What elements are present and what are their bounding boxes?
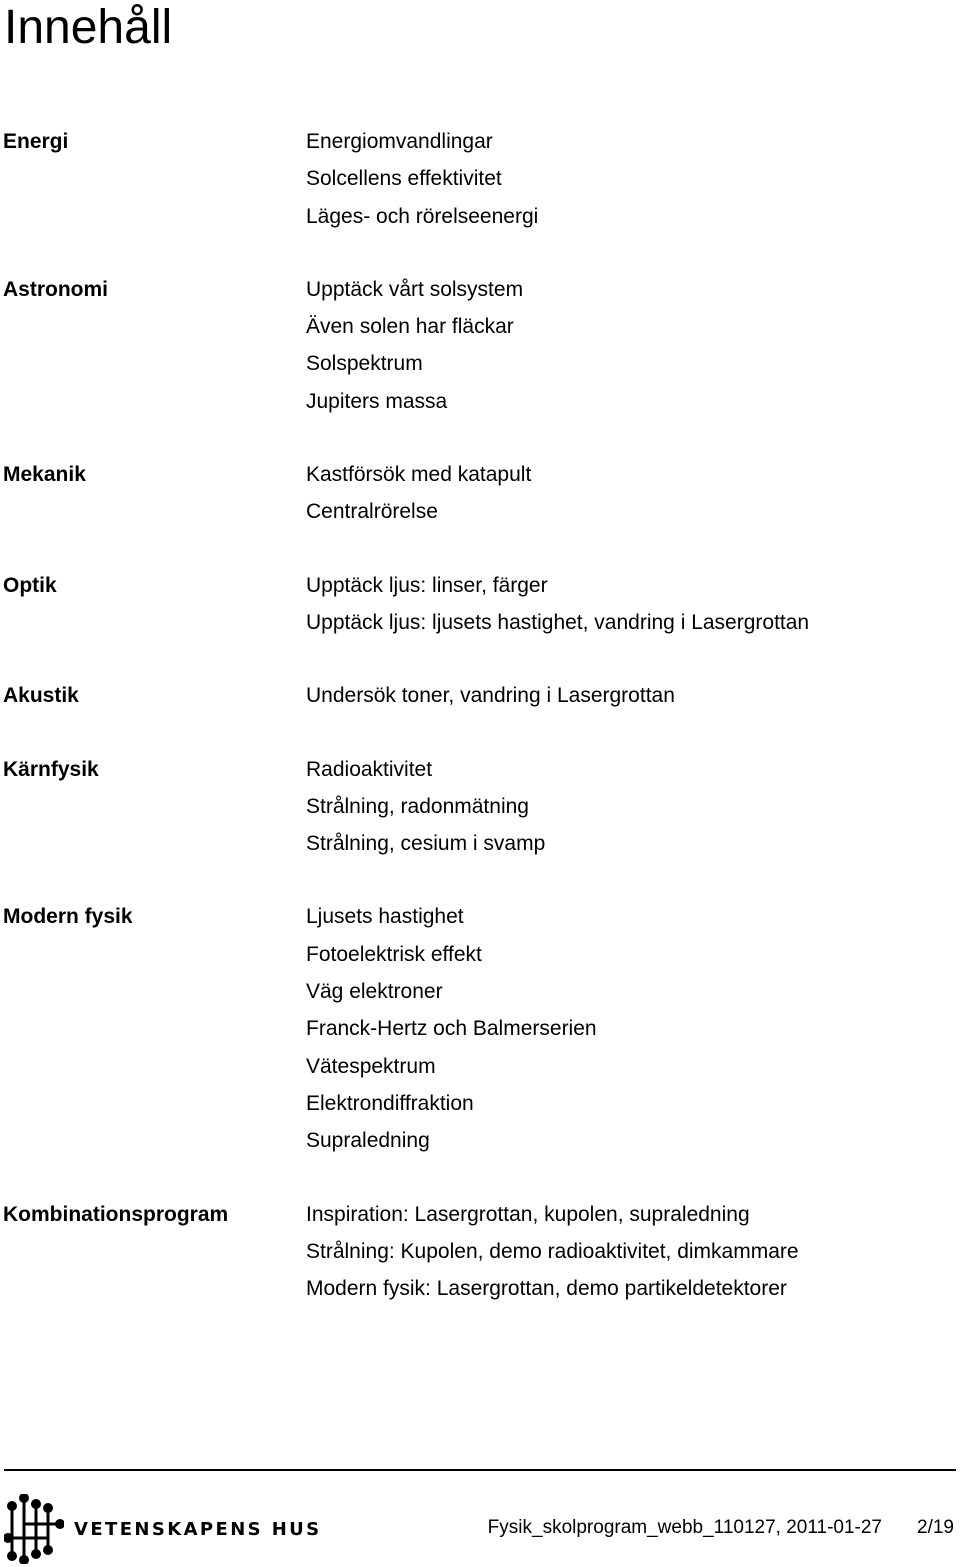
list-item: Strålning, radonmätning [306, 794, 529, 818]
page-title: Innehåll [4, 1, 173, 54]
section-row [0, 567, 960, 642]
list-item: Strålning: Kupolen, demo radioaktivitet, dimkammare [306, 1239, 799, 1263]
list-item: Upptäck vårt solsystem [306, 277, 524, 301]
section-items [303, 123, 960, 235]
list-item: Centralrörelse [306, 500, 438, 524]
list-item: Upptäck ljus: ljusets hastighet, vandring i Lasergrottan [306, 610, 810, 634]
section-name: Kärnfysik [3, 757, 99, 781]
section-row [0, 123, 960, 235]
section-name: Modern fysik [3, 905, 133, 929]
list-item: Läges- och rörelseenergi [306, 204, 539, 228]
list-item: Upptäck ljus: linser, färger [306, 573, 548, 597]
section-items [303, 751, 960, 863]
list-item: Modern fysik: Lasergrottan, demo partikeldetektorer [306, 1277, 787, 1301]
section-row [0, 898, 960, 1159]
list-item: Kastförsök med katapult [306, 463, 532, 487]
section-row [0, 456, 960, 531]
list-item: Solspektrum [306, 352, 423, 376]
section-row [0, 1196, 960, 1308]
list-item: Strålning, cesium i svamp [306, 832, 546, 856]
section-items [303, 456, 960, 531]
section-items [303, 271, 960, 420]
logo-icon [4, 1494, 64, 1564]
section-name: Kombinationsprogram [3, 1202, 229, 1226]
logo-text: VETENSKAPENS HUS [74, 1518, 322, 1540]
section-row [0, 751, 960, 863]
section-name: Mekanik [3, 463, 86, 487]
list-item: Solcellens effektivitet [306, 167, 502, 191]
section-name: Optik [3, 573, 57, 597]
page-number: 2/19 [917, 1517, 954, 1538]
vetenskapens-hus-logo [4, 1494, 322, 1564]
list-item: Energiomvandlingar [306, 130, 493, 153]
document-info: Fysik_skolprogram_webb_110127, 2011-01-27 [487, 1517, 882, 1538]
section-row [0, 271, 960, 420]
list-item: Vätespektrum [306, 1054, 436, 1078]
section-items [303, 1196, 960, 1308]
list-item: Radioaktivitet [306, 757, 433, 781]
list-item: Supraledning [306, 1129, 430, 1153]
list-item: Jupiters massa [306, 389, 448, 413]
list-item: Väg elektroner [306, 980, 443, 1004]
section-items [303, 898, 960, 1159]
section-name: Akustik [3, 684, 79, 708]
list-item: Elektrondiffraktion [306, 1091, 474, 1115]
list-item: Även solen har fläckar [306, 315, 514, 339]
section-name: Astronomi [3, 277, 108, 301]
section-items [303, 677, 960, 714]
section-name: Energi [3, 130, 69, 153]
contents-list [0, 123, 960, 1343]
section-row [0, 677, 960, 714]
list-item: Franck-Hertz och Balmerserien [306, 1017, 597, 1041]
list-item: Undersök toner, vandring i Lasergrottan [306, 684, 675, 708]
list-item: Ljusets hastighet [306, 905, 464, 929]
footer-divider [4, 1469, 956, 1471]
list-item: Inspiration: Lasergrottan, kupolen, supraledning [306, 1202, 750, 1226]
list-item: Fotoelektrisk effekt [306, 942, 482, 966]
section-items [303, 567, 960, 642]
